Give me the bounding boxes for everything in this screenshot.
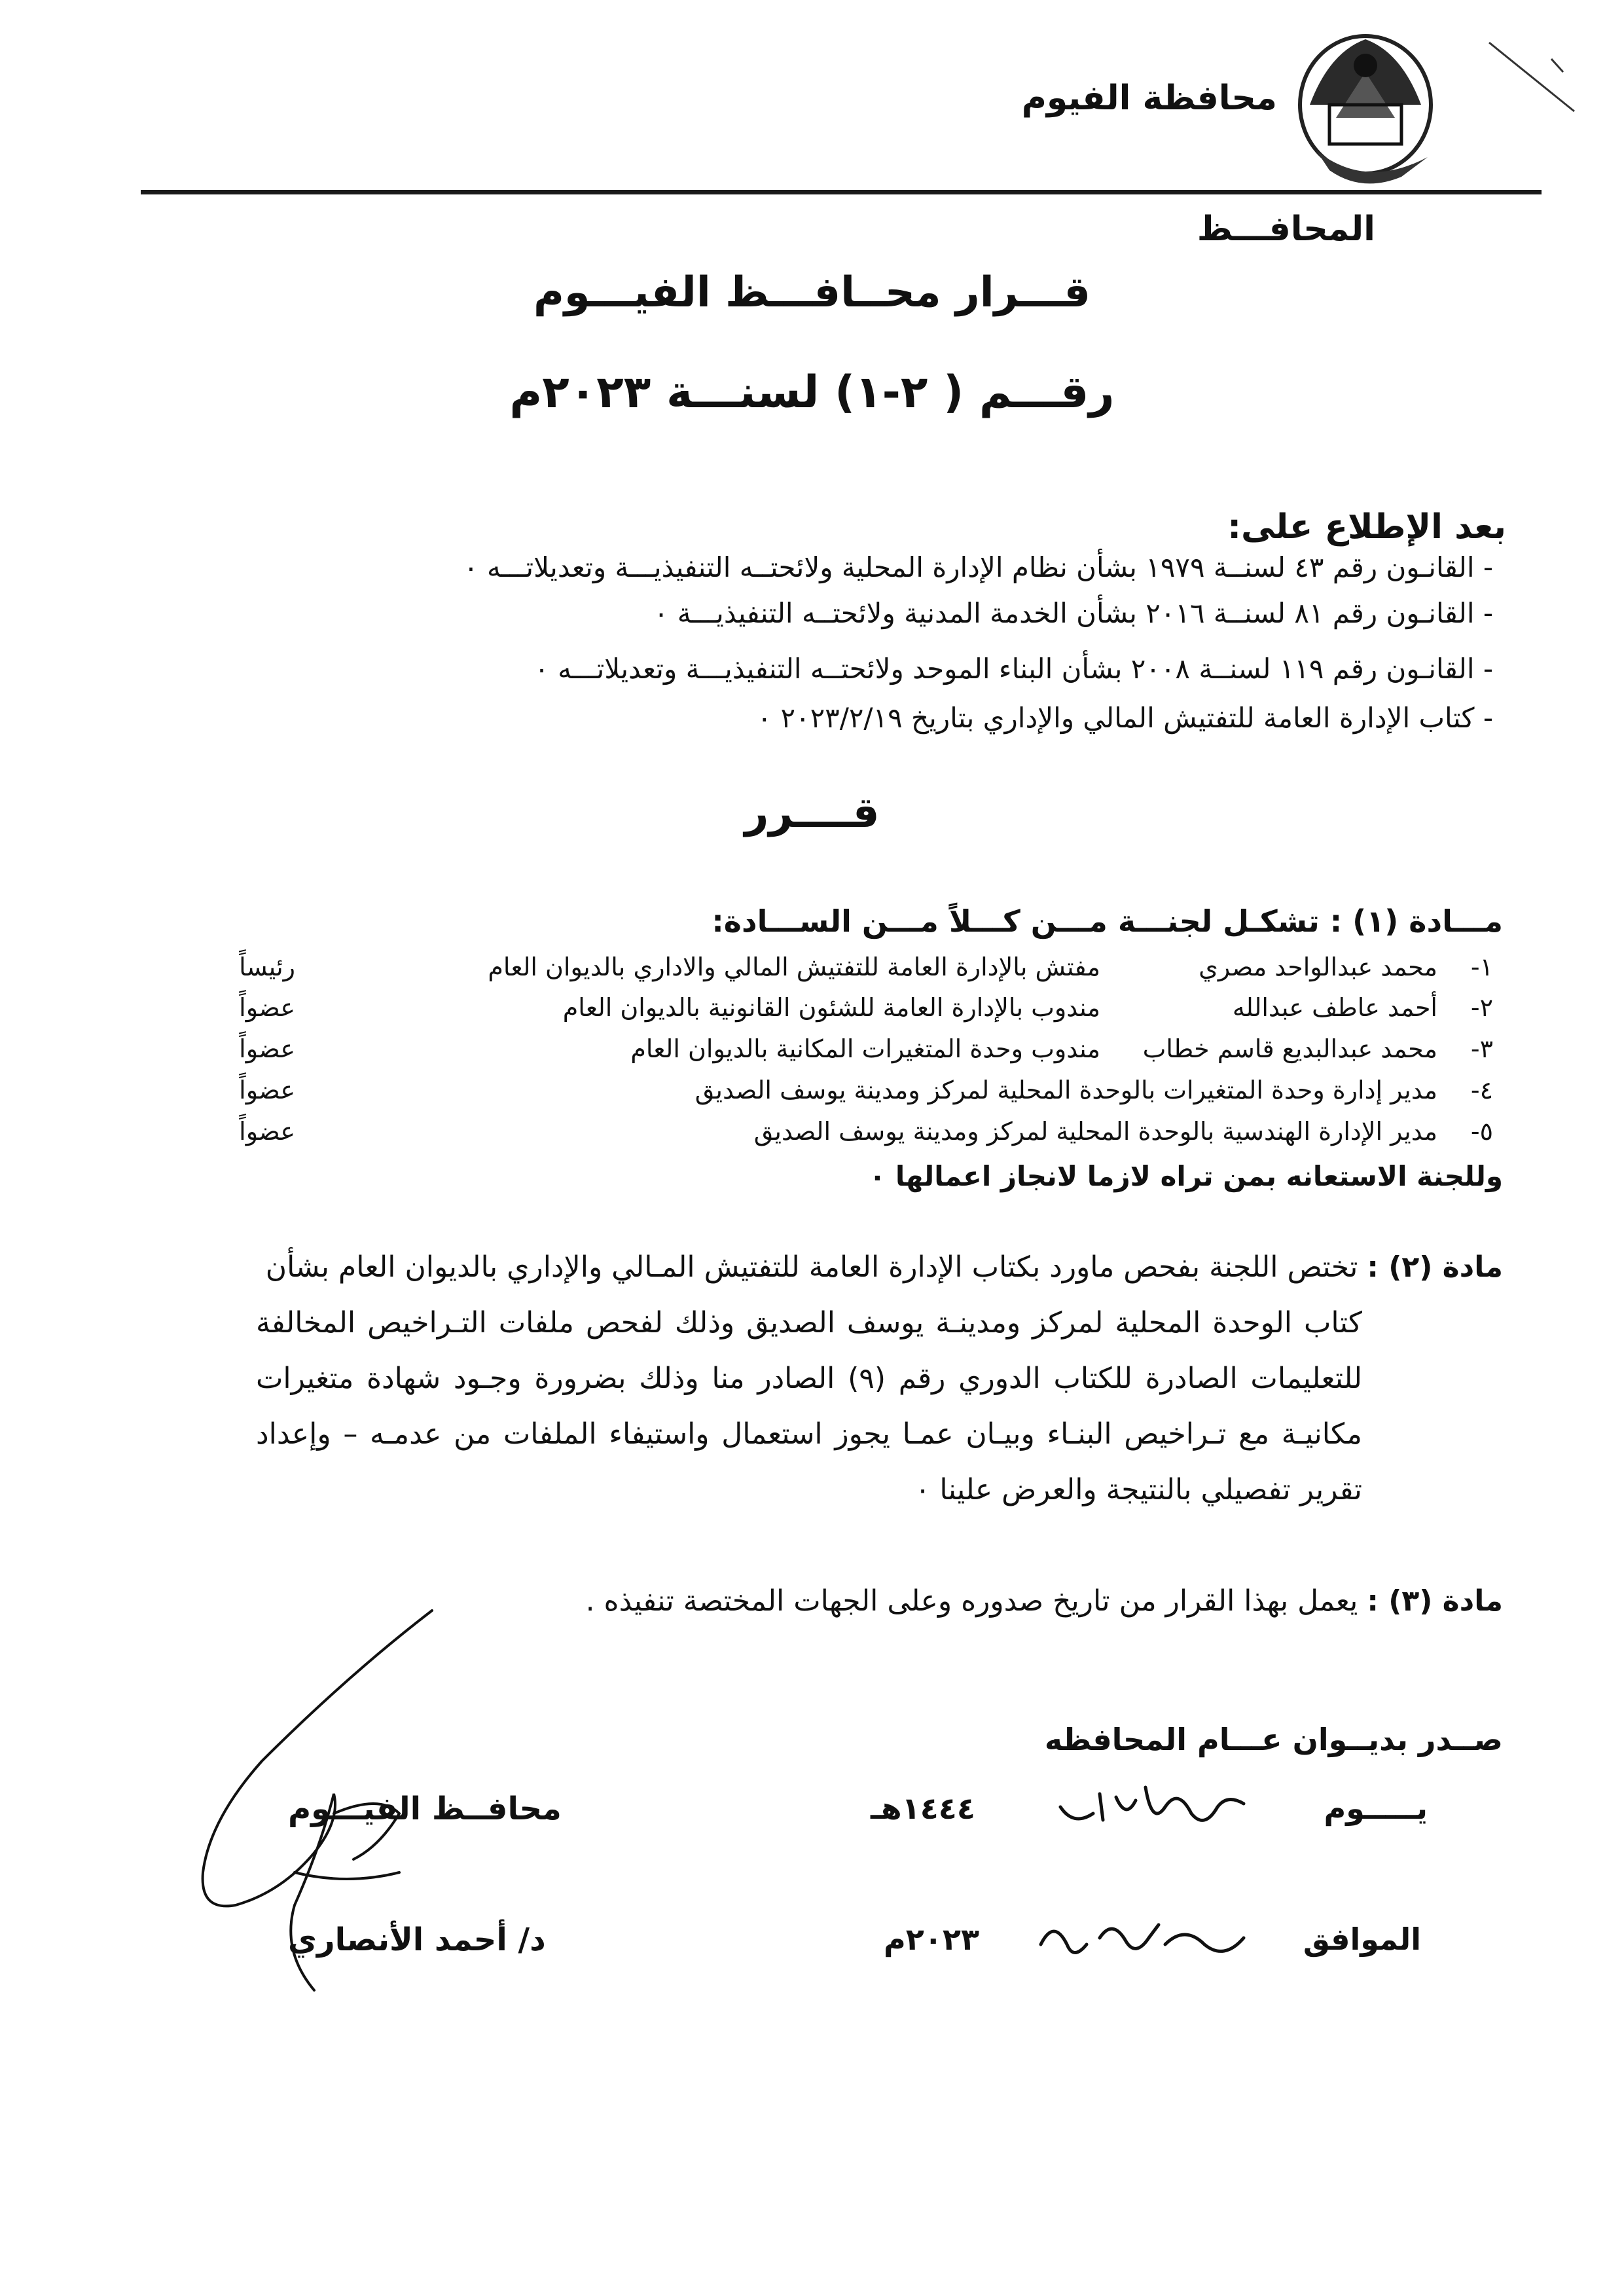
member-number: ٢- xyxy=(1470,993,1493,1022)
preamble-heading: بعد الإطلاع على: xyxy=(1227,507,1506,547)
article-2-line: مكانيـة مع تـراخيص البنـاء وبيـان عمـا يجوز استعمال واستيفاء الملفات من عدمـه – وإعداد xyxy=(256,1417,1362,1451)
member-description: مدير الإدارة الهندسية بالوحدة المحلية لمركز ومدينة يوسف الصديق xyxy=(753,1117,1437,1146)
committee-member-row xyxy=(0,1076,1624,1115)
handwritten-month xyxy=(1028,1899,1257,1977)
member-role: عضواً xyxy=(239,993,295,1022)
day-label: يـــــوم xyxy=(1324,1791,1428,1826)
article-2-label: مادة (٢) : xyxy=(1367,1250,1503,1284)
member-description: مفتش بالإدارة العامة للتفتيش المالي والاداري بالديوان العام xyxy=(488,953,1100,981)
member-description: مندوب بالإدارة العامة للشئون القانونية بالديوان العام xyxy=(562,993,1100,1022)
article-2-first-line xyxy=(266,1250,1503,1284)
member-number: ١- xyxy=(1470,953,1493,981)
governor-name: د/ أحمد الأنصاري xyxy=(288,1922,546,1958)
issued-at: صــدر بديــوان عـــام المحافظه xyxy=(1044,1722,1503,1757)
member-role: رئيساً xyxy=(239,953,295,981)
member-number: ٤- xyxy=(1470,1076,1493,1104)
member-description: مدير إدارة وحدة المتغيرات بالوحدة المحلية لمركز ومدينة يوسف الصديق xyxy=(695,1076,1437,1104)
article-1-heading: مـــادة (١) : تشكـل لجنـــة مـــن كـــلاً مـــن الســـادة: xyxy=(712,903,1503,939)
header-rule xyxy=(141,190,1542,194)
member-name: أحمد عاطف عبدالله xyxy=(1232,993,1437,1022)
article-3-text: يعمل بهذا القرار من تاريخ صدوره وعلى الجهات المختصة تنفيذه . xyxy=(585,1584,1358,1618)
committee-member-row xyxy=(0,1034,1624,1074)
decision-number: رقـــم ( ٢-١) لسنـــة ٢٠٢٣م xyxy=(509,367,1115,418)
member-role: عضواً xyxy=(239,1034,295,1063)
member-number: ٥- xyxy=(1470,1117,1493,1146)
corresponding-label: الموافق xyxy=(1303,1922,1421,1957)
member-name: محمد عبدالبديع قاسم خطاب xyxy=(1142,1034,1437,1063)
governorate-logo xyxy=(1290,26,1441,190)
committee-member-row xyxy=(0,1117,1624,1156)
governor-signature xyxy=(183,1597,458,2003)
gregorian-year: ٢٠٢٣م xyxy=(884,1922,980,1957)
preamble-item: - القانـون رقم ٤٣ لسنــة ١٩٧٩ بشأن نظام الإدارة المحلية ولائحتــه التنفيذيـــة وتعديلاتـــه ٠ xyxy=(463,551,1493,583)
member-role: عضواً xyxy=(239,1076,295,1104)
preamble-item: - القانـون رقم ١١٩ لسنــة ٢٠٠٨ بشأن البناء الموحد ولائحتــه التنفيذيـــة وتعديلاتـــه ٠ xyxy=(534,653,1493,685)
office-title: المحافـــظ xyxy=(1197,210,1375,249)
member-role: عضواً xyxy=(239,1117,295,1146)
member-number: ٣- xyxy=(1470,1034,1493,1063)
member-description: مندوب وحدة المتغيرات المكانية بالديوان العام xyxy=(630,1034,1100,1063)
preamble-item: - كتاب الإدارة العامة للتفتيش المالي والإداري بتاريخ ٢٠٢٣/٢/١٩ ٠ xyxy=(757,702,1493,734)
governor-title: محافــظ الفيـــوم xyxy=(288,1791,562,1827)
member-name: محمد عبدالواحد مصري xyxy=(1199,953,1437,981)
article-2-line: للتعليمات الصادرة للكتاب الدوري رقم (٩) الصادر منا وذلك بضرورة وجـود شهادة متغيرات xyxy=(256,1362,1362,1395)
corner-mark xyxy=(1486,39,1578,118)
article-2-line: كتاب الوحدة المحلية لمركز ومدينـة يوسف الصديق وذلك لفحص ملفات التـراخيص المخالفة xyxy=(256,1306,1362,1339)
article-1-note: وللجنة الاستعانه بمن تراه لازما لانجاز اعمالها ٠ xyxy=(869,1160,1503,1192)
article-3 xyxy=(586,1584,1503,1618)
decided-heading: قــــرر xyxy=(744,789,880,837)
hijri-year: ١٤٤٤هـ xyxy=(871,1791,975,1826)
committee-member-row xyxy=(0,953,1624,992)
preamble-item: - القانـون رقم ٨١ لسنــة ٢٠١٦ بشأن الخدمة المدنية ولائحتــه التنفيذيـــة ٠ xyxy=(653,597,1493,629)
handwritten-day xyxy=(1054,1768,1250,1840)
article-2-text: تختص اللجنة بفحص ماورد بكتاب الإدارة العامة للتفتيش المـالي والإداري بالديوان العام بشأن xyxy=(265,1250,1358,1284)
article-2-line: تقرير تفصيلي بالنتيجة والعرض علينا ٠ xyxy=(914,1473,1362,1506)
decision-title: قـــرار محــافـــظ الفيـــوم xyxy=(533,268,1091,317)
governorate-name: محافظة الفيوم xyxy=(1021,79,1277,118)
article-3-label: مادة (٣) : xyxy=(1367,1584,1503,1618)
committee-member-row xyxy=(0,993,1624,1032)
